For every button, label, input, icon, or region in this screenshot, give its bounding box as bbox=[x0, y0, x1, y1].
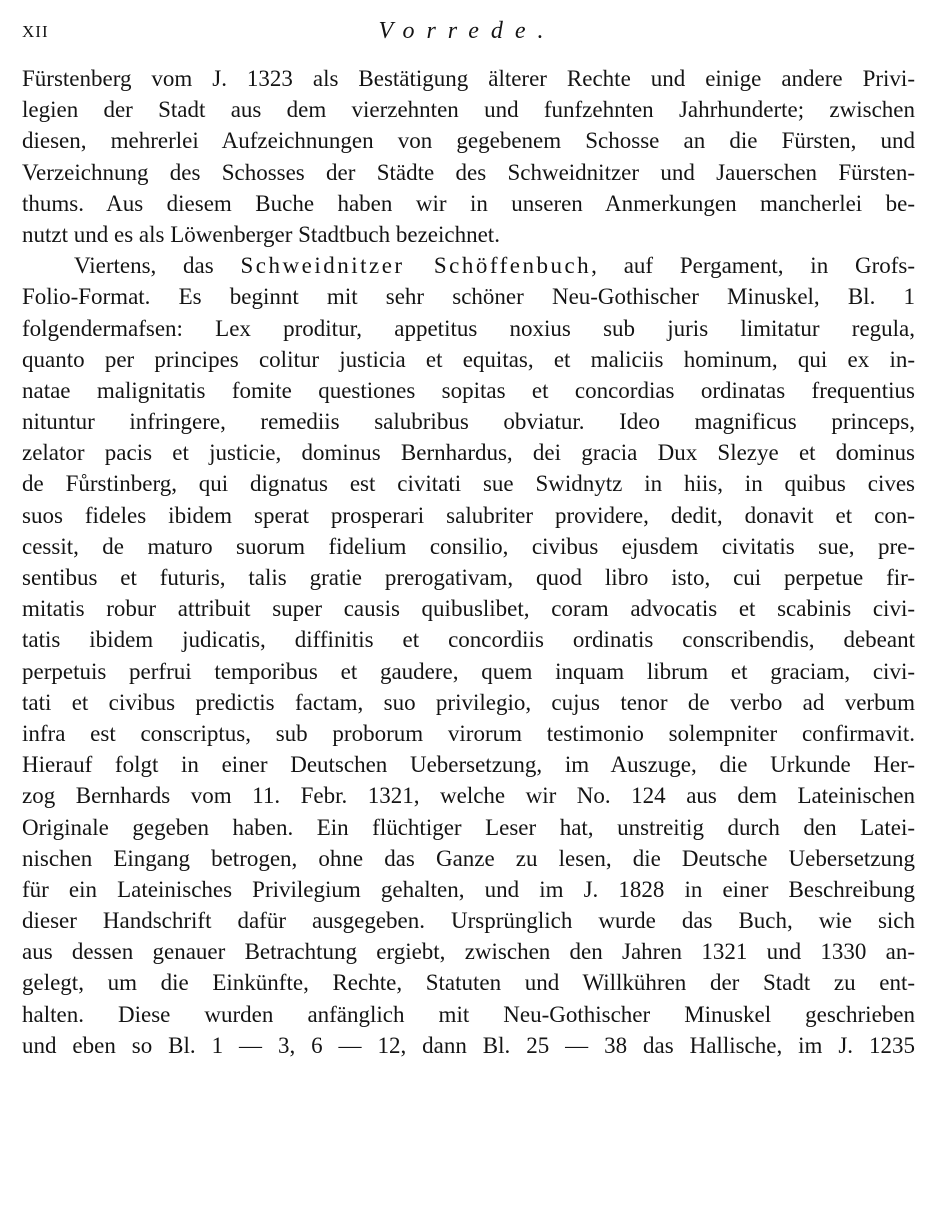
text-line: und eben so Bl. 1 — 3, 6 — 12, dann Bl. 25 — 38 das Hallische, im J. 1235 bbox=[22, 1032, 915, 1058]
text-line: nituntur infringere, remediis salubribus obviatur. Ideo magnificus princeps, bbox=[22, 409, 915, 435]
body-text bbox=[22, 63, 915, 1061]
text-run: , auf Pergament, in Grofs- bbox=[591, 253, 915, 279]
text-line: gelegt, um die Einkünfte, Rechte, Statuten und Willkühren der Stadt zu ent- bbox=[22, 970, 915, 996]
text-line: halten. Diese wurden anfänglich mit Neu-Gothischer Minuskel geschrieben bbox=[22, 1001, 915, 1027]
text-line: Folio-Format. Es beginnt mit sehr schöner Neu-Gothischer Minuskel, Bl. 1 bbox=[22, 284, 915, 310]
text-line: dieser Handschrift dafür ausgegeben. Ursprünglich wurde das Buch, wie sich bbox=[22, 908, 915, 934]
text-line: nischen Eingang betrogen, ohne das Ganze zu lesen, die Deutsche Uebersetzung bbox=[22, 845, 915, 871]
text-line: sentibus et futuris, talis gratie prerogativam, quod libro isto, cui perpetue fir- bbox=[22, 565, 915, 590]
text-line: zelator pacis et justicie, dominus Bernhardus, dei gracia Dux Slezye et dominus bbox=[22, 440, 915, 466]
text-line: mitatis robur attribuit super causis quibuslibet, coram advocatis et scabinis civi- bbox=[22, 596, 915, 622]
page-number: XII bbox=[22, 22, 49, 41]
text-line: Verzeichnung des Schosses der Städte des Schweidnitzer und Jauerschen Fürsten- bbox=[22, 159, 915, 185]
text-line: zog Bernhards vom 11. Febr. 1321, welche wir No. 124 aus dem Lateinischen bbox=[22, 783, 915, 809]
emphasized-title: Schweidnitzer Schöffenbuch bbox=[240, 253, 592, 279]
text-run: Viertens, das bbox=[74, 253, 241, 279]
text-line: de Fůrstinberg, qui dignatus est civitati sue Swidnytz in hiis, in quibus cives bbox=[22, 471, 915, 497]
text-line: infra est conscriptus, sub proborum virorum testimonio solempniter confirmavit. bbox=[22, 720, 915, 746]
text-line: nutzt und es als Löwenberger Stadtbuch bezeichnet. bbox=[22, 221, 500, 247]
text-line: aus dessen genauer Betrachtung ergiebt, zwischen den Jahren 1321 und 1330 an- bbox=[22, 939, 915, 965]
page-header bbox=[22, 18, 912, 48]
text-line: Fürstenberg vom J. 1323 als Bestätigung älterer Rechte und einige andere Privi- bbox=[22, 66, 915, 91]
text-line: cessit, de maturo suorum fidelium consilio, civibus ejusdem civitatis sue, pre- bbox=[22, 533, 915, 559]
text-line: quanto per principes colitur justicia et equitas, et maliciis hominum, qui ex in- bbox=[22, 346, 915, 372]
text-line: Hierauf folgt in einer Deutschen Uebersetzung, im Auszuge, die Urkunde Her- bbox=[22, 752, 915, 778]
text-line: perpetuis perfrui temporibus et gaudere, quem inquam librum et graciam, civi- bbox=[22, 658, 915, 684]
running-head: Vorrede. bbox=[378, 18, 556, 44]
text-line: legien der Stadt aus dem vierzehnten und funfzehnten Jahrhunderte; zwischen bbox=[22, 97, 915, 123]
text-line: diesen, mehrerlei Aufzeichnungen von gegebenem Schosse an die Fürsten, und bbox=[22, 128, 915, 154]
text-line: tatis ibidem judicatis, diffinitis et concordiis ordinatis conscribendis, debeant bbox=[22, 627, 915, 653]
text-line: suos fideles ibidem sperat prosperari salubriter providere, dedit, donavit et con- bbox=[22, 502, 915, 528]
text-line: thums. Aus diesem Buche haben wir in unseren Anmerkungen mancherlei be- bbox=[22, 190, 915, 216]
text-line: natae malignitatis fomite questiones sopitas et concordias ordinatas frequentius bbox=[22, 377, 915, 403]
text-line: folgendermafsen: Lex proditur, appetitus noxius sub juris limitatur regula, bbox=[22, 315, 915, 341]
text-line: für ein Lateinisches Privilegium gehalten, und im J. 1828 in einer Beschreibung bbox=[22, 876, 915, 902]
text-line: Originale gegeben haben. Ein flüchtiger Leser hat, unstreitig durch den Latei- bbox=[22, 814, 915, 840]
text-line: tati et civibus predictis factam, suo privilegio, cujus tenor de verbo ad verbum bbox=[22, 689, 915, 715]
paragraph-first-line bbox=[22, 250, 915, 281]
